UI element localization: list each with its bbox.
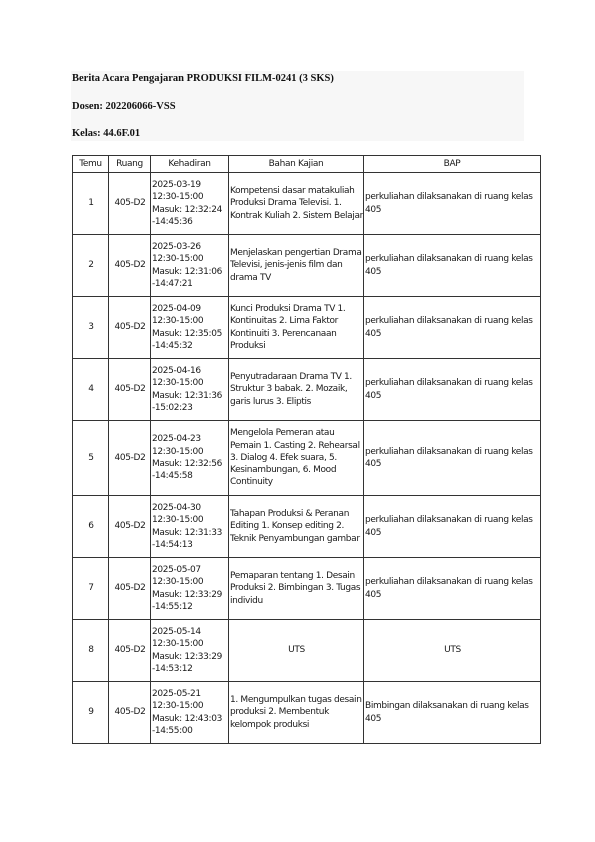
cell-ruang: 405-D2 — [109, 682, 151, 744]
kehadiran-date: 2025-04-09 — [152, 303, 201, 314]
kehadiran-checkin: Masuk: 12:32:24 — [152, 204, 222, 215]
cell-kehadiran — [151, 421, 229, 496]
cell-kehadiran — [151, 496, 229, 558]
lecturer-line: Dosen: 202206066-VSS — [72, 101, 176, 112]
cell-ruang: 405-D2 — [109, 558, 151, 620]
cell-ruang: 405-D2 — [109, 297, 151, 359]
kehadiran-date: 2025-04-16 — [152, 365, 201, 376]
kehadiran-schedule: 12:30-15:00 — [152, 316, 204, 327]
cell-bahan-kajian: Tahapan Produksi & Peranan Editing 1. Konsep editing 2. Teknik Penyambungan gambar — [229, 496, 364, 558]
cell-temu: 2 — [73, 235, 109, 297]
kehadiran-checkout: -14:55:12 — [152, 601, 193, 612]
cell-ruang: 405-D2 — [109, 496, 151, 558]
cell-kehadiran — [151, 297, 229, 359]
cell-bap: perkuliahan dilaksanakan di ruang kelas 405 — [364, 359, 541, 421]
kehadiran-schedule: 12:30-15:00 — [152, 254, 204, 265]
attendance-table — [72, 155, 541, 744]
column-header-kehadiran: Kehadiran — [151, 156, 229, 173]
kehadiran-checkin: Masuk: 12:31:36 — [152, 390, 222, 401]
cell-kehadiran — [151, 682, 229, 744]
kehadiran-schedule: 12:30-15:00 — [152, 639, 204, 650]
kehadiran-checkout: -15:02:23 — [152, 402, 193, 413]
cell-bap: perkuliahan dilaksanakan di ruang kelas 405 — [364, 558, 541, 620]
cell-ruang: 405-D2 — [109, 359, 151, 421]
cell-bahan-kajian: Menjelaskan pengertian Drama Televisi, jenis-jenis film dan drama TV — [229, 235, 364, 297]
cell-kehadiran — [151, 620, 229, 682]
cell-kehadiran — [151, 558, 229, 620]
kehadiran-date: 2025-05-14 — [152, 626, 201, 637]
class-line: Kelas: 44.6F.01 — [72, 128, 141, 139]
table-row — [73, 682, 541, 744]
cell-bap: perkuliahan dilaksanakan di ruang kelas 405 — [364, 421, 541, 496]
cell-temu: 7 — [73, 558, 109, 620]
kehadiran-checkout: -14:45:32 — [152, 340, 193, 351]
kehadiran-checkin: Masuk: 12:32:56 — [152, 459, 222, 469]
column-header-temu: Temu — [73, 156, 109, 173]
cell-temu: 3 — [73, 297, 109, 359]
kehadiran-date: 2025-03-19 — [152, 179, 201, 190]
cell-temu: 5 — [73, 421, 109, 496]
cell-kehadiran — [151, 173, 229, 235]
cell-bap: perkuliahan dilaksanakan di ruang kelas 405 — [364, 297, 541, 359]
kehadiran-date: 2025-05-07 — [152, 564, 201, 575]
kehadiran-schedule: 12:30-15:00 — [152, 577, 204, 588]
kehadiran-schedule: 12:30-15:00 — [152, 701, 204, 712]
kehadiran-checkout: -14:47:21 — [152, 278, 193, 289]
kehadiran-checkin: Masuk: 12:43:03 — [152, 713, 222, 724]
cell-ruang: 405-D2 — [109, 173, 151, 235]
table-row — [73, 235, 541, 297]
kehadiran-date: 2025-05-21 — [152, 688, 201, 699]
column-header-ruang: Ruang — [109, 156, 151, 173]
cell-bahan-kajian: 1. Mengumpulkan tugas desain produksi 2. Membentuk kelompok produksi — [229, 682, 364, 744]
kehadiran-checkout: -14:53:12 — [152, 663, 193, 674]
kehadiran-date: 2025-04-23 — [152, 434, 201, 445]
kehadiran-date: 2025-04-30 — [152, 502, 201, 513]
document-title: Berita Acara Pengajaran PRODUKSI FILM-0241 (3 SKS) — [72, 73, 334, 84]
cell-bap: perkuliahan dilaksanakan di ruang kelas 405 — [364, 235, 541, 297]
cell-bap: perkuliahan dilaksanakan di ruang kelas 405 — [364, 173, 541, 235]
column-header-bap: BAP — [364, 156, 541, 173]
kehadiran-checkout: -14:45:36 — [152, 216, 193, 227]
kehadiran-schedule: 12:30-15:00 — [152, 515, 204, 526]
cell-kehadiran — [151, 359, 229, 421]
kehadiran-checkin: Masuk: 12:31:06 — [152, 266, 222, 277]
cell-bahan-kajian: Penyutradaraan Drama TV 1. Struktur 3 babak. 2. Mozaik, garis lurus 3. Eliptis — [229, 359, 364, 421]
kehadiran-checkout: -14:54:13 — [152, 539, 193, 550]
table-row — [73, 620, 541, 682]
kehadiran-checkin: Masuk: 12:33:29 — [152, 651, 222, 662]
cell-bahan-kajian: Kunci Produksi Drama TV 1. Kontinuitas 2. Lima Faktor Kontinuiti 3. Perencanaan Produksi — [229, 297, 364, 359]
table-header-row — [73, 156, 541, 173]
cell-bap: UTS — [364, 620, 541, 682]
table-row — [73, 359, 541, 421]
table-row — [73, 173, 541, 235]
kehadiran-checkin: Masuk: 12:33:29 — [152, 589, 222, 600]
kehadiran-schedule: 12:30-15:00 — [152, 446, 204, 457]
cell-temu: 9 — [73, 682, 109, 744]
cell-bahan-kajian: Pemaparan tentang 1. Desain Produksi 2. Bimbingan 3. Tugas individu — [229, 558, 364, 620]
kehadiran-schedule: 12:30-15:00 — [152, 378, 204, 389]
kehadiran-checkout: -14:45:58 — [152, 471, 193, 482]
kehadiran-checkin: Masuk: 12:35:05 — [152, 328, 222, 339]
cell-ruang: 405-D2 — [109, 620, 151, 682]
kehadiran-checkin: Masuk: 12:31:33 — [152, 527, 222, 538]
table-row — [73, 421, 541, 496]
cell-bahan-kajian: Kompetensi dasar matakuliah Produksi Drama Televisi. 1. Kontrak Kuliah 2. Sistem Belajar — [229, 173, 364, 235]
cell-bahan-kajian: UTS — [229, 620, 364, 682]
kehadiran-checkout: -14:55:00 — [152, 725, 193, 736]
cell-temu: 6 — [73, 496, 109, 558]
table-row — [73, 297, 541, 359]
cell-temu: 8 — [73, 620, 109, 682]
kehadiran-date: 2025-03-26 — [152, 241, 201, 252]
cell-bap: perkuliahan dilaksanakan di ruang kelas 405 — [364, 496, 541, 558]
cell-kehadiran — [151, 235, 229, 297]
table-row — [73, 558, 541, 620]
cell-bap: Bimbingan dilaksanakan di ruang kelas 405 — [364, 682, 541, 744]
cell-bahan-kajian: Mengelola Pemeran atau Pemain 1. Casting 2. Rehearsal 3. Dialog 4. Efek suara, 5. Kesinambungan, 6. Mood Continuity — [229, 421, 364, 496]
cell-ruang: 405-D2 — [109, 235, 151, 297]
cell-temu: 1 — [73, 173, 109, 235]
cell-ruang: 405-D2 — [109, 421, 151, 496]
column-header-bahan-kajian: Bahan Kajian — [229, 156, 364, 173]
kehadiran-schedule: 12:30-15:00 — [152, 192, 204, 203]
table-row — [73, 496, 541, 558]
cell-temu: 4 — [73, 359, 109, 421]
